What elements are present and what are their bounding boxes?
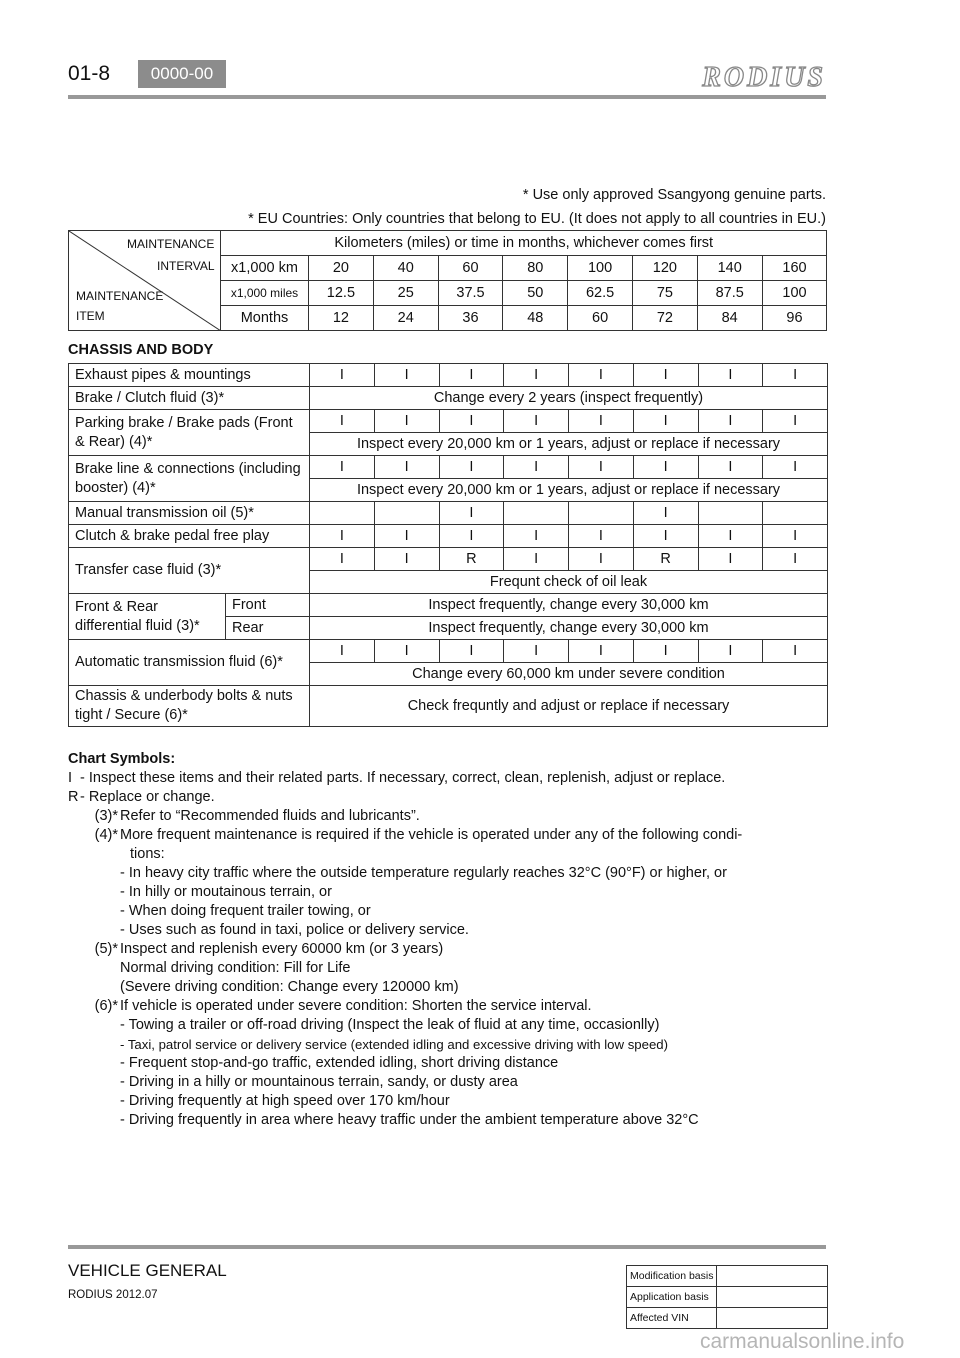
corner-item-label-2: ITEM: [76, 309, 105, 323]
schedule-text: Change every 60,000 km under severe condition: [310, 663, 828, 686]
km-cell: 100: [568, 256, 633, 281]
schedule-text: Inspect every 20,000 km or 1 years, adjust or replace if necessary: [310, 433, 828, 456]
schedule-cell: I: [633, 525, 698, 548]
table-row: [69, 456, 828, 479]
schedule-cell: I: [439, 640, 504, 663]
item-label: Exhaust pipes & mountings: [69, 364, 310, 387]
table-row: [627, 1287, 828, 1308]
km-cell: 160: [762, 256, 827, 281]
section-code-badge: 0000-00: [138, 60, 226, 88]
schedule-cell: I: [310, 640, 375, 663]
table-row: [69, 525, 828, 548]
schedule-cell: I: [633, 502, 698, 525]
schedule-cell: [310, 502, 375, 525]
schedule-cell: I: [310, 525, 375, 548]
list-item: - Driving frequently at high speed over 170 km/hour: [120, 1093, 450, 1109]
page-number: 01-8: [68, 62, 111, 85]
months-cell: 84: [697, 306, 762, 331]
footnote-text-continued: Normal driving condition: Fill for Life: [120, 960, 351, 976]
schedule-cell: I: [633, 640, 698, 663]
item-label: Automatic transmission fluid (6)*: [69, 640, 310, 686]
miles-cell: 75: [632, 281, 697, 306]
application-basis-value: [717, 1287, 828, 1308]
schedule-cell: I: [310, 456, 375, 479]
table-row: [69, 640, 828, 663]
schedule-cell: I: [504, 548, 569, 571]
modification-basis-label: Modification basis: [627, 1266, 717, 1287]
schedule-cell: I: [504, 640, 569, 663]
schedule-text: Change every 2 years (inspect frequently): [310, 387, 828, 410]
affected-vin-label: Affected VIN: [627, 1308, 717, 1329]
corner-item-label-1: MAINTENANCE: [76, 289, 164, 303]
maintenance-table: [68, 363, 828, 727]
schedule-cell: I: [763, 640, 828, 663]
miles-cell: 62.5: [568, 281, 633, 306]
schedule-cell: [504, 502, 569, 525]
km-cell: 20: [309, 256, 374, 281]
table-row: [69, 686, 828, 727]
schedule-cell: I: [374, 364, 439, 387]
months-cell: 60: [568, 306, 633, 331]
months-label: Months: [221, 306, 309, 331]
list-item: - When doing frequent trailer towing, or: [120, 903, 371, 919]
replace-symbol: R: [68, 789, 79, 805]
table-row: [627, 1266, 828, 1287]
rodius-logo: [640, 60, 826, 94]
schedule-cell: I: [374, 640, 439, 663]
corner-cell: [69, 231, 221, 331]
modification-table: [626, 1265, 828, 1329]
schedule-cell: I: [504, 525, 569, 548]
section-title: CHASSIS AND BODY: [68, 342, 214, 358]
item-label: Chassis & underbody bolts & nuts tight / Secure (6)*: [69, 686, 310, 727]
footer-section-title: VEHICLE GENERAL: [68, 1261, 227, 1280]
footnote-text: If vehicle is operated under severe condition: Shorten the service interval.: [120, 998, 592, 1014]
miles-cell: 12.5: [309, 281, 374, 306]
schedule-cell: I: [698, 548, 763, 571]
footnote-tag: (5)*: [94, 941, 118, 957]
corner-interval-label-1: MAINTENANCE: [127, 237, 215, 251]
schedule-cell: I: [569, 525, 634, 548]
table-row: [69, 548, 828, 571]
schedule-cell: I: [698, 525, 763, 548]
list-item: - In heavy city traffic where the outside temperature regularly reaches 32°C (90°F) or higher, or: [120, 865, 727, 881]
months-cell: 24: [373, 306, 438, 331]
km-cell: 120: [632, 256, 697, 281]
item-label: Clutch & brake pedal free play: [69, 525, 310, 548]
sub-item-label: Front: [226, 594, 310, 617]
inspect-symbol: I: [68, 770, 73, 786]
schedule-cell: I: [763, 548, 828, 571]
schedule-cell: I: [763, 364, 828, 387]
list-item: - Frequent stop-and-go traffic, extended idling, short driving distance: [120, 1055, 559, 1071]
months-cell: 48: [503, 306, 568, 331]
schedule-cell: I: [310, 364, 375, 387]
footer-model-date: RODIUS 2012.07: [68, 1289, 158, 1301]
item-label: Front & Rear differential fluid (3)*: [69, 594, 226, 640]
schedule-cell: I: [569, 410, 634, 433]
schedule-cell: I: [310, 548, 375, 571]
schedule-cell: R: [633, 548, 698, 571]
footnote-tag: (4)*: [94, 827, 118, 843]
modification-basis-value: [717, 1266, 828, 1287]
schedule-text: Inspect frequently, change every 30,000 km: [310, 617, 828, 640]
km-cell: 80: [503, 256, 568, 281]
list-item: - Driving in a hilly or mountainous terrain, sandy, or dusty area: [120, 1074, 518, 1090]
corner-interval-label-2: INTERVAL: [157, 259, 215, 273]
footnote-3: [68, 807, 828, 826]
schedule-cell: I: [633, 410, 698, 433]
item-label: Brake line & connections (including booster) (4)*: [69, 456, 310, 502]
schedule-cell: I: [374, 410, 439, 433]
schedule-cell: I: [439, 502, 504, 525]
note-eu-countries: * EU Countries: Only countries that belong to EU. (It does not apply to all countries in EU.): [248, 211, 826, 227]
miles-cell: 50: [503, 281, 568, 306]
chart-symbols-legend: [68, 750, 828, 1130]
schedule-cell: I: [698, 456, 763, 479]
schedule-cell: I: [569, 548, 634, 571]
km-cell: 40: [373, 256, 438, 281]
table-row: [69, 410, 828, 433]
schedule-cell: I: [763, 456, 828, 479]
footnote-6: [68, 997, 828, 1016]
schedule-cell: I: [698, 364, 763, 387]
schedule-cell: I: [374, 525, 439, 548]
inspect-text: - Inspect these items and their related parts. If necessary, correct, clean, replenish, adjust or replace.: [80, 770, 726, 786]
watermark: carmanualsonline.info: [700, 1330, 905, 1353]
list-item: - Driving frequently in area where heavy traffic under the ambient temperature above 32°C: [120, 1112, 699, 1128]
footnote-text-continued: tions:: [130, 846, 165, 862]
legend-inspect: [68, 769, 828, 788]
schedule-cell: I: [633, 364, 698, 387]
schedule-cell: [763, 502, 828, 525]
footnote-text: Refer to “Recommended fluids and lubricants”.: [120, 808, 420, 824]
schedule-cell: I: [504, 456, 569, 479]
schedule-cell: I: [569, 640, 634, 663]
footnote-5: [68, 940, 828, 959]
bottom-divider: [68, 1245, 826, 1249]
sub-item-label: Rear: [226, 617, 310, 640]
miles-cell: 87.5: [697, 281, 762, 306]
affected-vin-value: [717, 1308, 828, 1329]
table-row: [69, 594, 828, 617]
schedule-text: Check frequntly and adjust or replace if necessary: [310, 686, 828, 727]
km-cell: 60: [438, 256, 503, 281]
interval-header-table: [68, 230, 827, 331]
footnote-tag: (6)*: [94, 998, 118, 1014]
schedule-cell: I: [763, 410, 828, 433]
list-item: - In hilly or moutainous terrain, or: [120, 884, 332, 900]
schedule-cell: I: [374, 456, 439, 479]
schedule-cell: I: [698, 410, 763, 433]
schedule-cell: I: [310, 410, 375, 433]
schedule-cell: [569, 502, 634, 525]
list-item: - Towing a trailer or off-road driving (Inspect the leak of fluid at any time, occasionlly): [120, 1017, 660, 1033]
table-row: [69, 364, 828, 387]
months-cell: 12: [309, 306, 374, 331]
schedule-cell: I: [633, 456, 698, 479]
footnote-tag: (3)*: [94, 808, 118, 824]
schedule-cell: I: [504, 410, 569, 433]
schedule-cell: I: [763, 525, 828, 548]
months-cell: 96: [762, 306, 827, 331]
schedule-text: Frequnt check of oil leak: [310, 571, 828, 594]
application-basis-label: Application basis: [627, 1287, 717, 1308]
schedule-text: Inspect frequently, change every 30,000 km: [310, 594, 828, 617]
km-label: x1,000 km: [221, 256, 309, 281]
footnote-text: Inspect and replenish every 60000 km (or 3 years): [120, 941, 444, 957]
interval-span-label: Kilometers (miles) or time in months, whichever comes first: [221, 231, 827, 256]
schedule-cell: I: [569, 456, 634, 479]
schedule-cell: I: [439, 410, 504, 433]
item-label: Manual transmission oil (5)*: [69, 502, 310, 525]
miles-cell: 100: [762, 281, 827, 306]
km-cell: 140: [697, 256, 762, 281]
miles-cell: 37.5: [438, 281, 503, 306]
list-item: - Taxi, patrol service or delivery service (extended idling and excessive driving with low speed): [120, 1037, 669, 1052]
table-row: [627, 1308, 828, 1329]
schedule-text: Inspect every 20,000 km or 1 years, adjust or replace if necessary: [310, 479, 828, 502]
list-item: - Uses such as found in taxi, police or delivery service.: [120, 922, 469, 938]
schedule-cell: I: [439, 364, 504, 387]
legend-title: Chart Symbols:: [68, 751, 176, 767]
months-cell: 36: [438, 306, 503, 331]
item-label: Transfer case fluid (3)*: [69, 548, 310, 594]
brand-logo-text: RODIUS: [702, 62, 826, 93]
schedule-cell: I: [504, 364, 569, 387]
schedule-cell: R: [439, 548, 504, 571]
top-divider: [68, 95, 826, 99]
legend-replace: [68, 788, 828, 807]
miles-label: x1,000 miles: [221, 281, 309, 306]
item-label: Brake / Clutch fluid (3)*: [69, 387, 310, 410]
schedule-cell: [698, 502, 763, 525]
miles-cell: 25: [373, 281, 438, 306]
schedule-cell: I: [439, 525, 504, 548]
note-genuine-parts: * Use only approved Ssangyong genuine parts.: [522, 187, 826, 203]
footnote-text: More frequent maintenance is required if the vehicle is operated under any of the following condi-: [120, 827, 743, 843]
footnote-text-continued: (Severe driving condition: Change every 120000 km): [120, 979, 459, 995]
months-cell: 72: [632, 306, 697, 331]
schedule-cell: I: [569, 364, 634, 387]
schedule-cell: [374, 502, 439, 525]
table-row: [69, 387, 828, 410]
replace-text: - Replace or change.: [80, 789, 215, 805]
footnote-4: [68, 826, 828, 845]
schedule-cell: I: [374, 548, 439, 571]
item-label: Parking brake / Brake pads (Front & Rear) (4)*: [69, 410, 310, 456]
table-row: [69, 502, 828, 525]
schedule-cell: I: [698, 640, 763, 663]
schedule-cell: I: [439, 456, 504, 479]
